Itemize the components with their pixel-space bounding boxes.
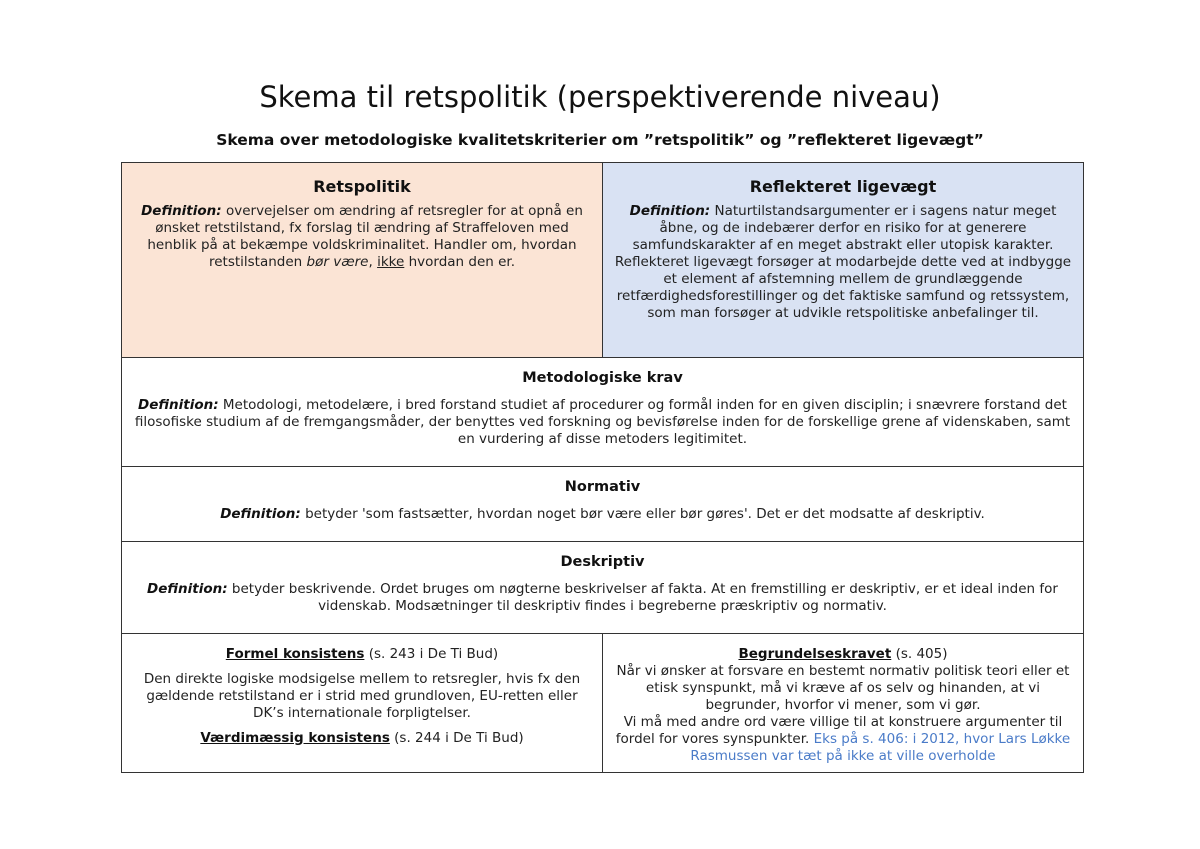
table-row [122, 542, 1084, 634]
retspolitik-heading: Retspolitik [313, 177, 411, 196]
begrundelse-heading-line [604, 646, 1082, 663]
begrundelse-paragraph-2 [604, 714, 1082, 765]
reflekteret-heading: Reflekteret ligevægt [749, 177, 937, 196]
begrundelse-text-2: Vi må med andre ord være villige til at konstruere argumenter til fordel for vores synspunkter. [615, 714, 1063, 747]
page-title: Skema til retspolitik (perspektiverende niveau) [259, 80, 941, 114]
deskriptiv-cell [122, 542, 1084, 634]
konsistens-cell [122, 634, 603, 773]
table-row [122, 634, 1084, 773]
deskriptiv-definition [123, 581, 1082, 615]
retspolitik-text-comma: , [368, 254, 378, 270]
metodologiske-cell [122, 358, 1084, 467]
retspolitik-definition [123, 203, 601, 271]
vaerdi-ref: (s. 244 i De Ti Bud) [389, 730, 524, 746]
formel-heading-line [123, 646, 601, 663]
vaerdi-heading: Værdimæssig konsistens [200, 730, 390, 746]
page-subtitle: Skema over metodologiske kvalitetskriterier om ”retspolitik” og ”reflekteret ligevægt” [216, 131, 984, 149]
normativ-definition [123, 506, 1082, 523]
normativ-heading: Normativ [564, 479, 641, 495]
table-row [122, 358, 1084, 467]
definition-label: Definition: [147, 581, 228, 597]
example-link[interactable]: Eks på s. 406: i 2012, hvor Lars Løkke Rasmussen var tæt på ikke at ville overholde [690, 731, 1071, 764]
metodologiske-text: Metodologi, metodelære, i bred forstand studiet af procedurer og formål inden for en given disciplin; i snævrere forstand det filosofiske studium af de fremgangsmåder, der benyttes ved forskning og bevisførelse inden for de forskellige grene af videnskaben, samt en vurdering af disse metoders legitimitet. [134, 397, 1071, 447]
retspolitik-cell [122, 163, 603, 358]
normativ-cell [122, 467, 1084, 542]
retspolitik-text-2: hvordan den er. [404, 254, 516, 270]
begrundelse-ref: (s. 405) [891, 646, 948, 662]
deskriptiv-heading: Deskriptiv [560, 554, 645, 570]
begrundelse-cell [603, 634, 1084, 773]
table-row [122, 467, 1084, 542]
formel-text: Den direkte logiske modsigelse mellem to retsregler, hvis fx den gældende retstilstand er i strid med grundloven, EU-retten eller DK’s internationale forpligtelser. [143, 671, 581, 721]
metodologiske-heading: Metodologiske krav [522, 370, 683, 386]
formel-heading: Formel konsistens [225, 646, 365, 662]
definition-label: Definition: [138, 397, 219, 413]
retspolitik-text-italic: bør være [306, 254, 369, 270]
deskriptiv-text: betyder beskrivende. Ordet bruges om nøgterne beskrivelser af fakta. At en fremstilling er deskriptiv, er et ideal inden for videnskab. Modsætninger til deskriptiv findes i begreberne præskriptiv og normativ. [227, 581, 1058, 614]
reflekteret-cell [603, 163, 1084, 358]
vaerdi-heading-line [123, 730, 601, 747]
normativ-text: betyder 'som fastsætter, hvordan noget bør være eller bør gøres'. Det er det modsatte af deskriptiv. [300, 506, 985, 522]
table-row [122, 163, 1084, 358]
retspolitik-text-underline: ikke [377, 254, 405, 270]
begrundelse-heading: Begrundelseskravet [738, 646, 892, 662]
reflekteret-text: Naturtilstandsargumenter er i sagens natur meget åbne, og de indebærer derfor en risiko for at generere samfundskarakter af en meget abstrakt eller utopisk karakter. Reflekteret ligevægt forsøger at modarbejde dette ved at indbygge et element af afstemning mellem de grundlæggende retfærdighedsforestillinger og det faktiske samfund og retssystem, som man forsøger at udvikle retspolitiske anbefalinger til. [614, 203, 1072, 321]
definition-label: Definition: [141, 203, 222, 219]
criteria-table [121, 162, 1084, 773]
reflekteret-definition [604, 203, 1082, 322]
definition-label: Definition: [220, 506, 301, 522]
formel-ref: (s. 243 i De Ti Bud) [364, 646, 499, 662]
begrundelse-text-1: Når vi ønsker at forsvare en bestemt normativ politisk teori eller et etisk synspunkt, må vi kræve af os selv og hinanden, at vi begrunder, hvorfor vi mener, som vi gør. [616, 663, 1070, 713]
metodologiske-definition [123, 397, 1082, 448]
definition-label: Definition: [629, 203, 711, 219]
retspolitik-text-1: overvejelser om ændring af retsregler for at opnå en ønsket retstilstand, fx forslag til ændring af Straffeloven med henblik på at bekæmpe voldskriminalitet. Handler om, hvordan retstilstanden [147, 203, 583, 270]
